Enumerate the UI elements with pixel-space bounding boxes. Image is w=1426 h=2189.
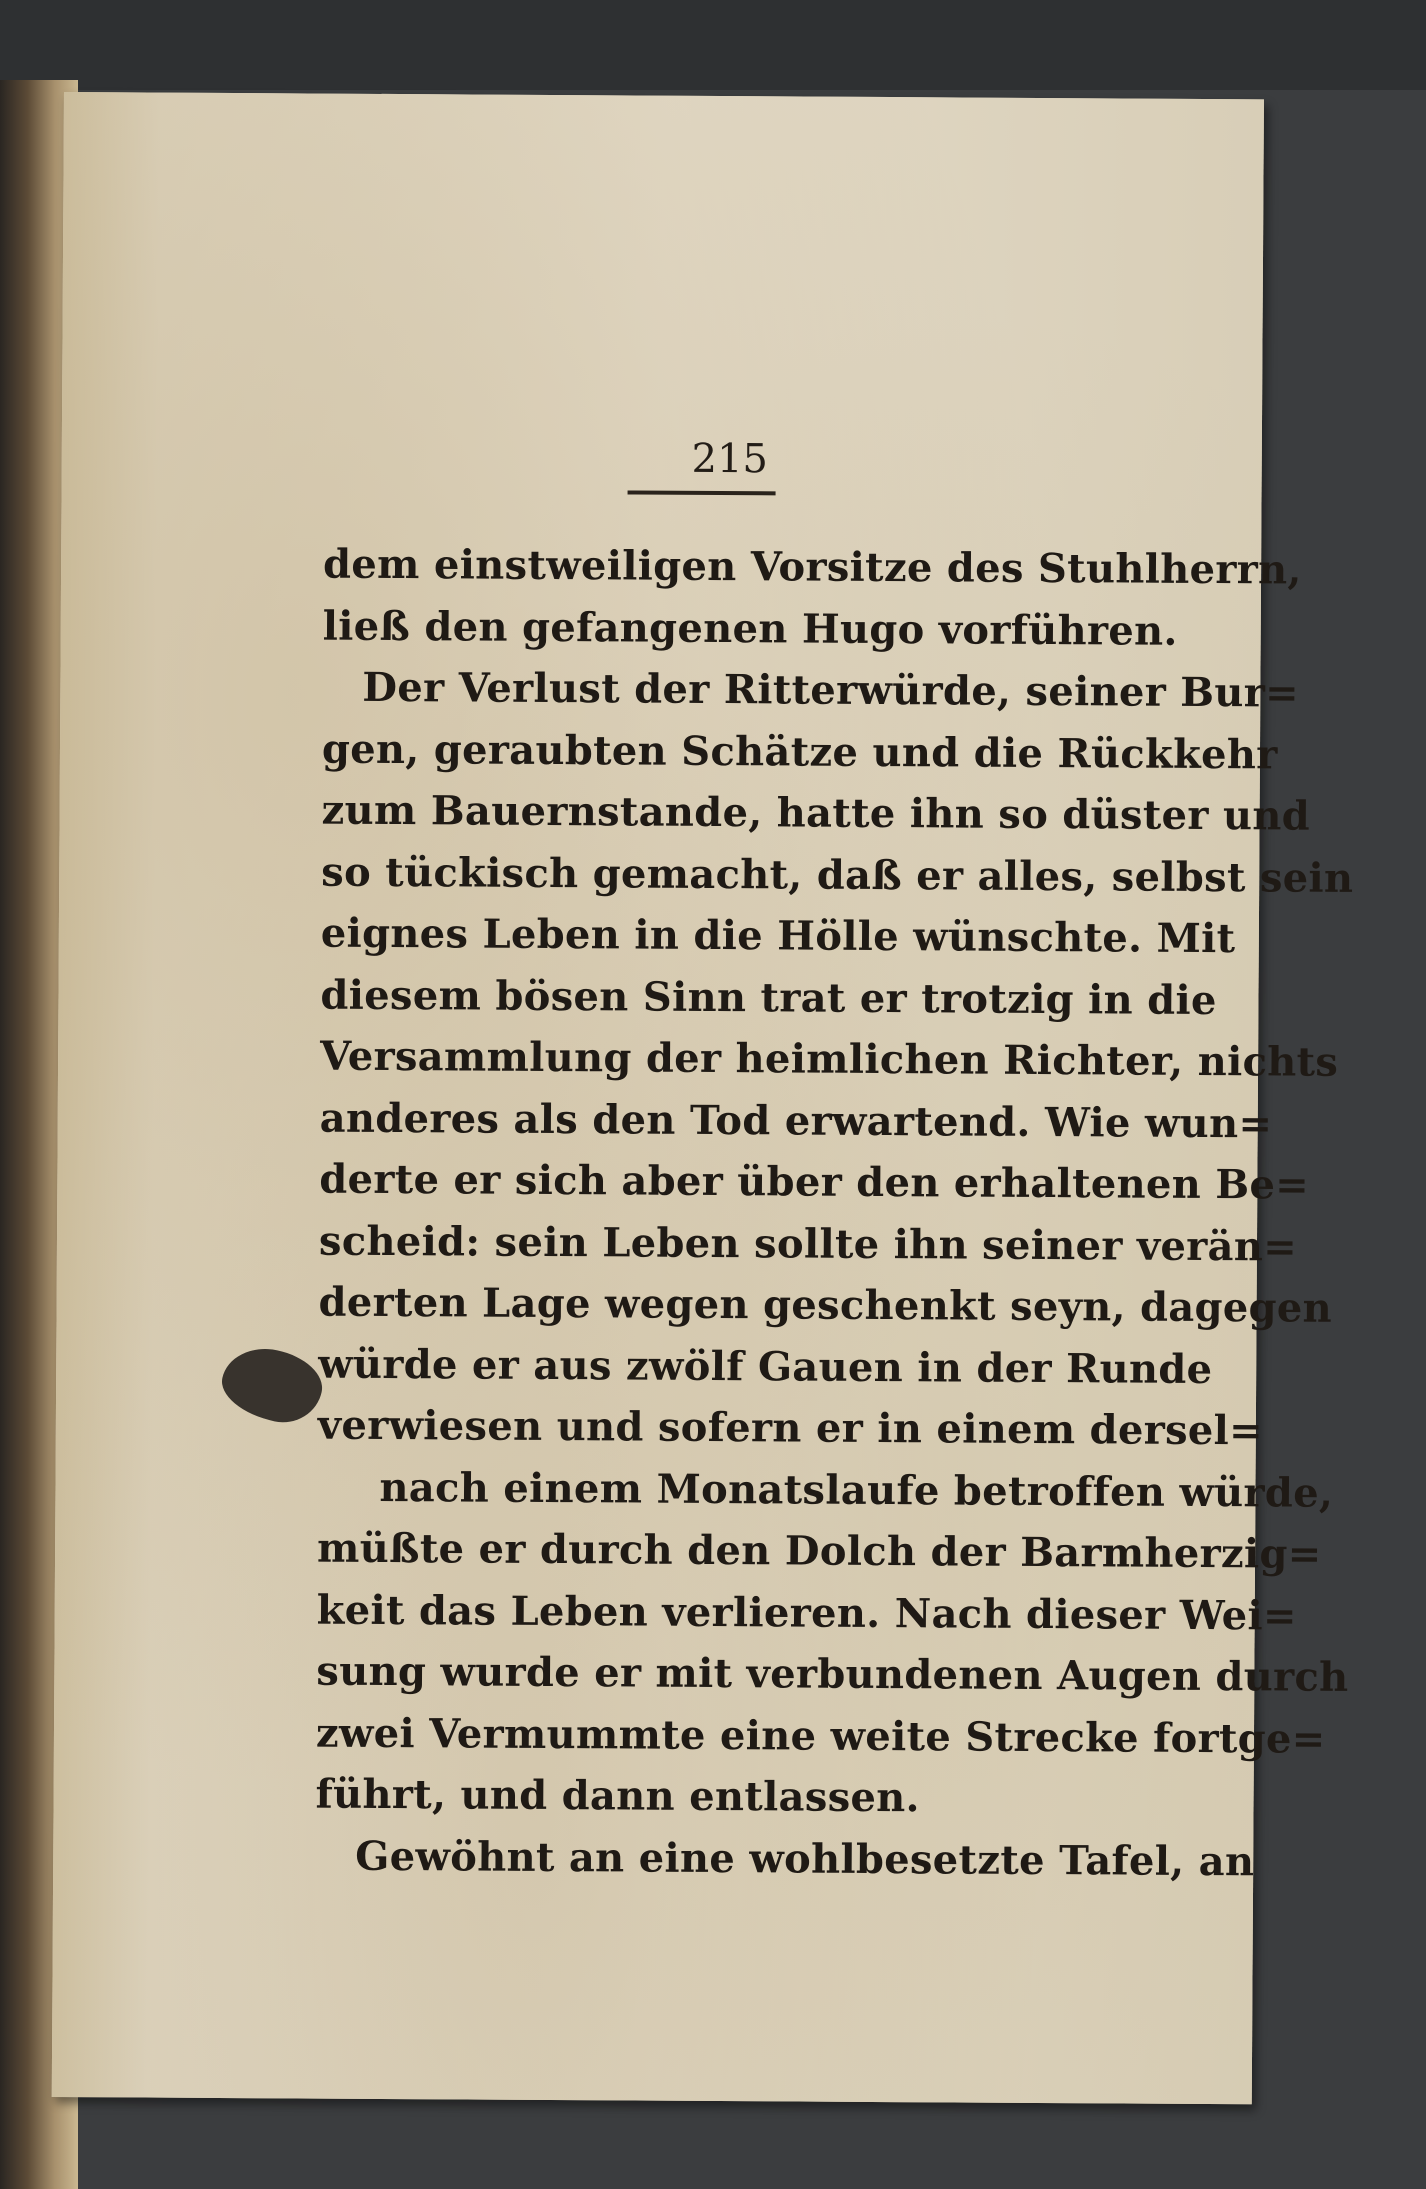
text-line: keit das Leben verlieren. Nach dieser Wei= (316, 1586, 1297, 1640)
text-line: Der Verlust der Ritterwürde, seiner Bur= (362, 663, 1300, 717)
text-line: zum Bauernstande, hatte ihn so düster und (321, 786, 1311, 840)
page-number: 215 (691, 435, 769, 483)
text-line: diesem bösen Sinn trat er trotzig in die (320, 971, 1217, 1024)
text-line: dem einstweiligen Vorsitze des Stuhlherrn, (322, 540, 1302, 594)
text-line: so tückisch gemacht, daß er alles, selbst sein (321, 848, 1354, 902)
text-line: derte er sich aber über den erhaltenen Be= (319, 1155, 1310, 1209)
text-line: zwei Vermummte eine weite Strecke fortge= (315, 1709, 1326, 1763)
text-line: nach einem Monatslaufe betroffen würde, (379, 1463, 1334, 1517)
page-number-rule (628, 490, 776, 495)
text-line: anderes als den Tod erwartend. Wie wun= (319, 1094, 1273, 1147)
text-line: ließ den gefangenen Hugo vorführen. (322, 602, 1178, 655)
text-line: würde er aus zwölf Gauen in der Runde (318, 1340, 1213, 1393)
text-line: müßte er durch den Dolch der Barmherzig= (316, 1524, 1322, 1578)
text-line: gen, geraubten Schätze und die Rückkehr (321, 725, 1278, 778)
text-line: Gewöhnt an eine wohlbesetzte Tafel, an (355, 1832, 1255, 1885)
text-line: eignes Leben in die Hölle wünschte. Mit (320, 909, 1236, 963)
body-text (315, 534, 1354, 1892)
text-line: derten Lage wegen geschenkt seyn, dagegen (318, 1278, 1333, 1332)
book-page (52, 92, 1354, 2104)
text-line: verwiesen und sofern er in einem dersel= (317, 1401, 1264, 1455)
text-line: scheid: sein Leben sollte ihn seiner verän= (318, 1217, 1298, 1271)
text-line: führt, und dann entlassen. (315, 1770, 920, 1822)
text-line: Versammlung der heimlichen Richter, nichts (319, 1032, 1339, 1086)
text-line: sung wurde er mit verbundenen Augen durch (316, 1647, 1349, 1701)
backdrop (0, 0, 1426, 90)
